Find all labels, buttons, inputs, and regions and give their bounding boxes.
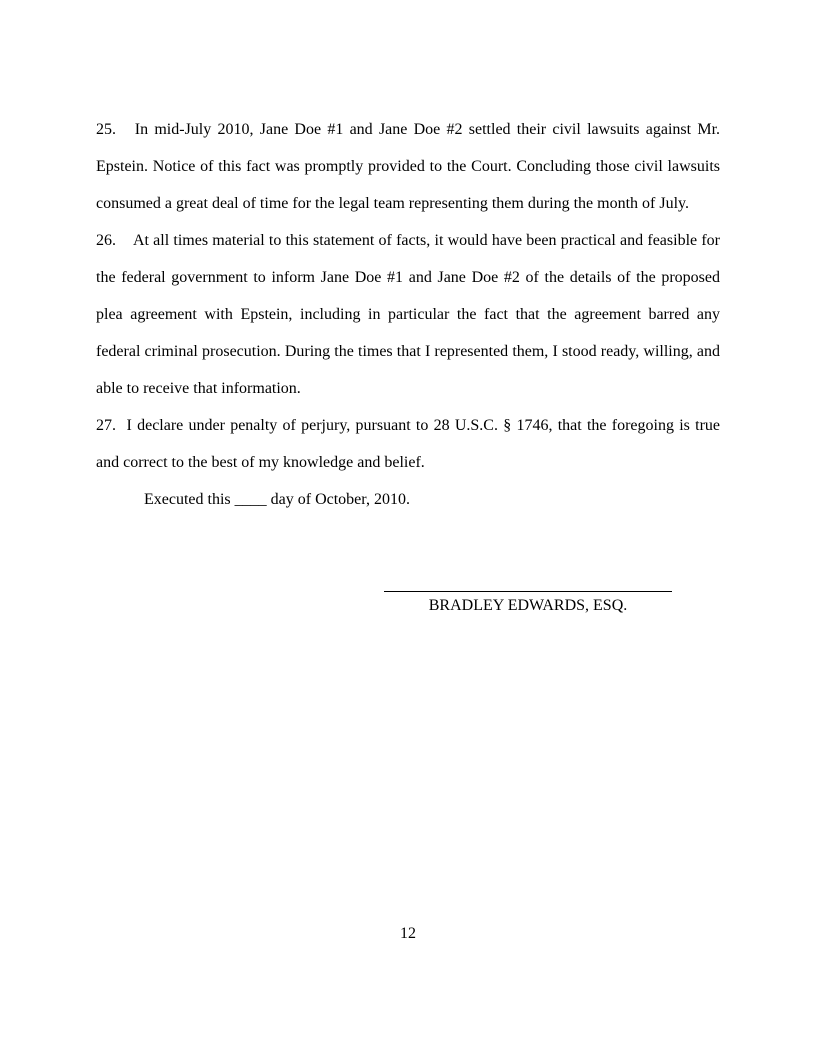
signatory-name: BRADLEY EDWARDS, ESQ.	[428, 597, 628, 614]
paragraph-26	[96, 222, 720, 407]
paragraph-number: 26.	[96, 232, 116, 249]
paragraph-25	[96, 111, 720, 222]
paragraph-text: At all times material to this statement of facts, it would have been practical and feasible for the federal government to inform Jane Doe #1 and Jane Doe #2 of the details of the proposed plea agreement with Epstein, including in particular the fact that the agreement barred any federal criminal prosecution. During the times that I represented them, I stood ready, willing, and able to receive that information.	[96, 232, 721, 397]
paragraph-number: 25.	[96, 121, 116, 138]
paragraph-text: I declare under penalty of perjury, pursuant to 28 U.S.C. § 1746, that the foregoing is true and correct to the best of my knowledge and belief.	[96, 417, 721, 471]
executed-line: Executed this ____ day of October, 2010.	[144, 491, 410, 508]
signature-block	[384, 574, 672, 616]
statement-body	[96, 111, 720, 518]
signature-line	[384, 591, 672, 592]
paragraph-number: 27.	[96, 417, 116, 434]
paragraph-27	[96, 407, 720, 481]
page-number: 12	[400, 925, 416, 942]
paragraph-text: In mid-July 2010, Jane Doe #1 and Jane Doe #2 settled their civil lawsuits against Mr. Epstein. Notice of this fact was promptly provided to the Court. Concluding those civil lawsuits consumed a great deal of time for the legal team representing them during the month of July.	[96, 121, 721, 212]
